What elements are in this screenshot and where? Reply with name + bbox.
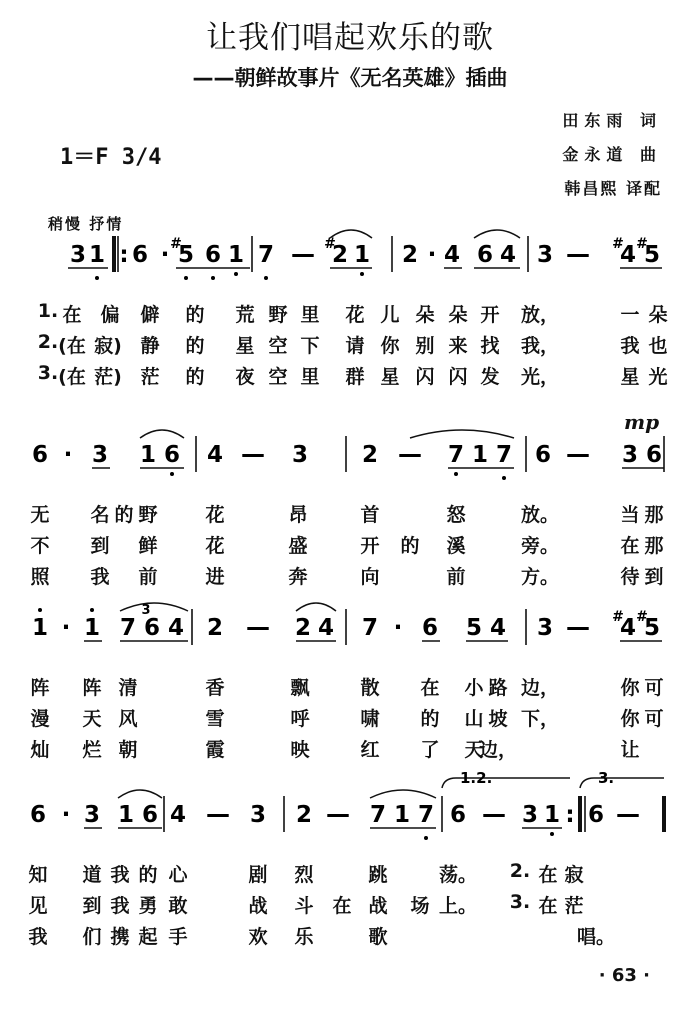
lyric-syllable: 旁。: [520, 535, 560, 557]
dash-sustain: —: [291, 240, 315, 268]
lyric-syllable: 心: [168, 864, 188, 886]
lyric-syllable: 无: [30, 504, 50, 526]
sharp-sign: #: [612, 609, 624, 625]
sharp-sign: #: [170, 236, 182, 252]
lyric-line-3-1: [0, 673, 700, 701]
lyric-syllable: 寂: [564, 864, 584, 886]
lyric-syllable: 敢: [168, 895, 188, 917]
lyric-line-2-1: [0, 500, 700, 528]
volta-label: 3.: [598, 769, 615, 787]
octave-dot: [95, 276, 99, 280]
lyric-syllable: 静: [140, 335, 160, 357]
note: :: [119, 242, 129, 268]
lyric-syllable: 茫: [140, 366, 160, 388]
lyric-syllable: 闪: [415, 366, 435, 388]
note: 6: [421, 615, 439, 641]
lyric-syllable: 知: [28, 864, 48, 886]
note: 4: [317, 615, 335, 641]
lyric-syllable: 我: [90, 566, 110, 588]
lyric-syllable: 的: [185, 335, 205, 357]
lyric-line-3-3: [0, 735, 700, 763]
lyric-syllable: 在: [538, 864, 558, 886]
note: 7: [417, 802, 435, 828]
note: 1: [393, 802, 411, 828]
lyric-syllable: 可: [644, 708, 664, 730]
lyric-syllable: 群: [345, 366, 365, 388]
notation-row-4: [0, 760, 700, 850]
lyric-syllable: 灿: [30, 739, 50, 761]
lyric-line-1-1: [0, 300, 700, 328]
lyric-syllable: 跳: [368, 864, 388, 886]
note: ·: [61, 615, 71, 641]
lyric-syllable: 歌: [368, 926, 388, 948]
slur: [330, 230, 372, 238]
lyric-syllable: 前: [446, 566, 466, 588]
lyric-syllable: 风: [118, 708, 138, 730]
note: 6: [163, 442, 181, 468]
lyric-syllable: 烂: [82, 739, 102, 761]
note: 3: [621, 442, 639, 468]
dash-sustain: —: [566, 613, 590, 641]
lyric-syllable: 在: [538, 895, 558, 917]
lyric-syllable: 坡: [488, 708, 508, 730]
lyric-syllable: 道: [82, 864, 102, 886]
lyric-syllable: 天: [82, 708, 102, 730]
note: 4: [167, 615, 185, 641]
lyric-syllable: 乐: [294, 926, 314, 948]
note: 6: [31, 442, 49, 468]
lyric-line-2-2: [0, 531, 700, 559]
lyric-syllable: 上。: [438, 895, 478, 917]
lyric-syllable: 找: [480, 335, 500, 357]
lyric-syllable: 在: [62, 304, 82, 326]
note: ·: [61, 802, 71, 828]
lyric-syllable: 到: [644, 566, 664, 588]
lyric-syllable: 在: [620, 535, 640, 557]
lyric-syllable: 你: [620, 677, 640, 699]
key-label: 1＝F: [60, 145, 109, 170]
note: 4: [619, 242, 637, 268]
lyric-syllable: 奔: [288, 566, 308, 588]
octave-dot: [424, 836, 428, 840]
note: 6: [29, 802, 47, 828]
lyric-syllable: 携: [110, 926, 130, 948]
dash-sustain: —: [482, 800, 506, 828]
slur: [296, 603, 336, 611]
lyric-syllable: 名: [90, 504, 110, 526]
note: 1: [471, 442, 489, 468]
note: 2: [331, 242, 349, 268]
note: 4: [169, 802, 187, 828]
note: 6: [143, 615, 161, 641]
lyric-syllable: 那: [644, 504, 664, 526]
lyric-syllable: 下，: [520, 708, 560, 730]
dash-sustain: —: [398, 440, 422, 468]
lyric-syllable: 寂): [94, 335, 122, 357]
note: 2: [401, 242, 419, 268]
lyric-syllable: 星: [235, 335, 255, 357]
note: 1: [139, 442, 157, 468]
lyric-syllable: 我: [28, 926, 48, 948]
lyric-syllable: 散: [360, 677, 380, 699]
note: 1: [31, 615, 49, 641]
lyric-syllable: 花: [205, 504, 225, 526]
lyric-syllable: 到: [90, 535, 110, 557]
note: 4: [619, 615, 637, 641]
lyric-syllable: 欢: [248, 926, 268, 948]
note: 2: [361, 442, 379, 468]
note: 6: [131, 242, 149, 268]
octave-dot: [550, 832, 554, 836]
lyric-syllable: 场: [410, 895, 430, 917]
lyric-syllable: 朝: [118, 739, 138, 761]
note: 7: [495, 442, 513, 468]
note: 4: [443, 242, 461, 268]
lyric-syllable: 勇: [138, 895, 158, 917]
lyric-syllable: 放。: [520, 504, 560, 526]
lyric-line-4-3: [0, 922, 700, 950]
octave-dot: [211, 276, 215, 280]
lyric-syllable: 的: [400, 535, 420, 557]
lyric-syllable: 鲜: [138, 535, 158, 557]
lyric-syllable: 3.: [509, 891, 531, 913]
note: ·: [63, 442, 73, 468]
lyric-syllable: 里: [300, 366, 320, 388]
note: 2: [206, 615, 224, 641]
lyric-syllable: 到: [82, 895, 102, 917]
lyric-syllable: 待: [620, 566, 640, 588]
note: 6: [645, 442, 663, 468]
lyric-syllable: 方。: [520, 566, 560, 588]
lyric-syllable: 也: [648, 335, 668, 357]
lyric-syllable: 下: [300, 335, 320, 357]
note: 5: [643, 242, 661, 268]
dash-sustain: —: [206, 800, 230, 828]
note: 3: [249, 802, 267, 828]
note: 6: [476, 242, 494, 268]
lyric-syllable: 剧: [248, 864, 268, 886]
lyric-syllable: 漫: [30, 708, 50, 730]
lyric-syllable: 阵: [82, 677, 102, 699]
lyric-syllable: 可: [644, 677, 664, 699]
lyric-syllable: 朵: [648, 304, 668, 326]
lyric-syllable: 小: [464, 677, 484, 699]
lyric-syllable: 的: [420, 708, 440, 730]
octave-dot: [90, 608, 94, 612]
note: 1: [543, 802, 561, 828]
composer-credit: 金永道 曲: [562, 145, 662, 164]
lyric-syllable: 别: [415, 335, 435, 357]
lyric-line-4-1: [0, 860, 700, 888]
dynamic-marking: mp: [624, 410, 660, 434]
note: 5: [177, 242, 195, 268]
note: 2: [295, 802, 313, 828]
dash-sustain: —: [326, 800, 350, 828]
note: ·: [160, 242, 170, 268]
octave-dot: [38, 608, 42, 612]
lyric-syllable: 开: [480, 304, 500, 326]
sharp-sign: #: [636, 236, 648, 252]
note: 3: [536, 242, 554, 268]
note: 1: [83, 615, 101, 641]
lyric-syllable: 不: [30, 535, 50, 557]
lyric-syllable: 星: [620, 366, 640, 388]
time-signature: 3/4: [121, 145, 162, 170]
note: :: [565, 802, 575, 828]
lyric-syllable: 溪: [446, 535, 466, 557]
lyric-syllable: 光，: [520, 366, 560, 388]
lyric-syllable: 我: [110, 864, 130, 886]
lyric-syllable: 请: [345, 335, 365, 357]
lyric-syllable: 呼: [290, 708, 310, 730]
note: 1: [88, 242, 106, 268]
lyric-syllable: 野: [268, 304, 288, 326]
lyric-syllable: 的: [138, 864, 158, 886]
note: 5: [643, 615, 661, 641]
lyric-syllable: 烈: [294, 864, 314, 886]
translator-credit: 韩昌熙 译配: [564, 179, 662, 198]
lyric-syllable: 偏: [100, 304, 120, 326]
lyric-syllable: (在: [58, 335, 86, 357]
notation-row-3: [0, 573, 700, 663]
note: ·: [393, 615, 403, 641]
octave-dot: [454, 472, 458, 476]
lyric-syllable: 向: [360, 566, 380, 588]
note: 3: [83, 802, 101, 828]
note: 1: [353, 242, 371, 268]
lyric-syllable: 朵: [448, 304, 468, 326]
lyric-syllable: 的: [185, 366, 205, 388]
dash-sustain: —: [616, 800, 640, 828]
note: 3: [536, 615, 554, 641]
note: 2: [294, 615, 312, 641]
slur: [140, 430, 184, 438]
octave-dot: [360, 272, 364, 276]
sharp-sign: #: [612, 236, 624, 252]
dash-sustain: —: [566, 240, 590, 268]
lyric-syllable: 我: [620, 335, 640, 357]
note: 7: [369, 802, 387, 828]
lyric-syllable: 前: [138, 566, 158, 588]
slur: [474, 230, 520, 238]
key-signature: [60, 140, 162, 171]
lyric-syllable: 盛: [288, 535, 308, 557]
lyric-syllable: (在: [58, 366, 86, 388]
note: 5: [465, 615, 483, 641]
lyric-syllable: 战: [368, 895, 388, 917]
note: 3: [91, 442, 109, 468]
slur: [370, 790, 436, 798]
lyric-syllable: 来: [448, 335, 468, 357]
lyric-syllable: 星: [380, 366, 400, 388]
lyric-syllable: 花: [205, 535, 225, 557]
volta-bracket: [580, 778, 664, 788]
sharp-sign: #: [324, 236, 336, 252]
lyric-syllable: 红: [360, 739, 380, 761]
lyric-syllable: 见: [28, 895, 48, 917]
lyric-syllable: 昂: [288, 504, 308, 526]
lyric-syllable: 光: [648, 366, 668, 388]
note: 6: [534, 442, 552, 468]
lyric-syllable: 空: [268, 335, 288, 357]
lyric-syllable: 儿: [380, 304, 400, 326]
lyric-syllable: 清: [118, 677, 138, 699]
lyric-syllable: 我，: [520, 335, 560, 357]
lyric-syllable: 花: [345, 304, 365, 326]
note: 7: [447, 442, 465, 468]
dash-sustain: —: [241, 440, 265, 468]
lyric-syllable: 朵: [415, 304, 435, 326]
notation-row-2: [0, 400, 700, 490]
lyric-syllable: 啸: [360, 708, 380, 730]
lyric-syllable: 一: [620, 304, 640, 326]
page-number: · 63 ·: [598, 965, 650, 986]
lyric-syllable: 闪: [448, 366, 468, 388]
note: ·: [427, 242, 437, 268]
lyric-syllable: 你: [620, 708, 640, 730]
lyric-line-1-2: [0, 331, 700, 359]
note: 7: [361, 615, 379, 641]
lyric-syllable: 在: [420, 677, 440, 699]
dash-sustain: —: [566, 440, 590, 468]
lyric-syllable: 阵: [30, 677, 50, 699]
lyric-syllable: 茫: [564, 895, 584, 917]
octave-dot: [502, 476, 506, 480]
lyric-syllable: 边，: [520, 677, 560, 699]
lyric-syllable: 的: [185, 304, 205, 326]
note: 3: [521, 802, 539, 828]
lyric-syllable: 当: [620, 504, 640, 526]
lyric-syllable: 野: [138, 504, 158, 526]
lyric-syllable: 进: [205, 566, 225, 588]
octave-dot: [234, 272, 238, 276]
lyric-syllable: 怒: [446, 504, 466, 526]
notation-row-1: [0, 200, 700, 290]
sharp-sign: #: [636, 609, 648, 625]
lyric-syllable: 你: [380, 335, 400, 357]
lyric-syllable: 唱。: [576, 926, 616, 948]
lyric-syllable: 霞: [205, 739, 225, 761]
note: 4: [499, 242, 517, 268]
note: 6: [204, 242, 222, 268]
lyric-syllable: 路: [488, 677, 508, 699]
tempo-marking: 稍慢 抒情: [48, 215, 124, 233]
lyric-syllable: 茫): [94, 366, 122, 388]
lyric-syllable: 我: [110, 895, 130, 917]
lyric-syllable: 手: [168, 926, 188, 948]
lyric-line-1-3: [0, 362, 700, 390]
note: 3: [69, 242, 87, 268]
lyric-syllable: 山: [464, 708, 484, 730]
note: 1: [117, 802, 135, 828]
slur: [410, 430, 514, 438]
slur: [120, 603, 188, 611]
song-subtitle: ——朝鲜故事片《无名英雄》插曲: [192, 66, 508, 90]
lyric-syllable: 起: [138, 926, 158, 948]
lyric-syllable: 雪: [205, 708, 225, 730]
lyric-syllable: 开: [360, 535, 380, 557]
lyric-line-3-2: [0, 704, 700, 732]
lyric-syllable: 们: [82, 926, 102, 948]
note: 7: [119, 615, 137, 641]
lyric-syllable: 3.: [37, 362, 59, 384]
lyric-syllable: 1.: [37, 300, 59, 322]
note: 4: [489, 615, 507, 641]
lyric-syllable: 了: [420, 739, 440, 761]
lyric-syllable: 2.: [509, 860, 531, 882]
lyric-syllable: 那: [644, 535, 664, 557]
slur: [118, 790, 162, 798]
lyric-syllable: 的: [114, 504, 134, 526]
dash-sustain: —: [246, 613, 270, 641]
lyric-syllable: 在: [332, 895, 352, 917]
lyricist-credit: 田东雨 词: [562, 111, 662, 130]
octave-dot: [170, 472, 174, 476]
lyric-syllable: 夜: [235, 366, 255, 388]
lyric-line-4-2: [0, 891, 700, 919]
lyric-syllable: 边，: [478, 739, 518, 761]
note: 6: [449, 802, 467, 828]
lyric-syllable: 照: [30, 566, 50, 588]
lyric-syllable: 放，: [520, 304, 560, 326]
lyric-syllable: 战: [248, 895, 268, 917]
note: 7: [257, 242, 275, 268]
octave-dot: [184, 276, 188, 280]
lyric-syllable: 空: [268, 366, 288, 388]
lyric-syllable: 让: [620, 739, 640, 761]
lyric-syllable: 斗: [294, 895, 314, 917]
lyric-syllable: 首: [360, 504, 380, 526]
note: 3: [291, 442, 309, 468]
note: 6: [141, 802, 159, 828]
lyric-syllable: 发: [480, 366, 500, 388]
note: 1: [227, 242, 245, 268]
triplet-mark: 3: [141, 603, 151, 618]
lyric-syllable: 荒: [235, 304, 255, 326]
lyric-syllable: 荡。: [438, 864, 478, 886]
note: 4: [206, 442, 224, 468]
volta-label: 1.2.: [460, 769, 493, 787]
lyric-syllable: 2.: [37, 331, 59, 353]
lyric-syllable: 映: [290, 739, 310, 761]
note: 6: [587, 802, 605, 828]
lyric-syllable: 天: [464, 739, 484, 761]
lyric-syllable: 飘: [290, 677, 310, 699]
lyric-syllable: 香: [205, 677, 225, 699]
lyric-syllable: 里: [300, 304, 320, 326]
octave-dot: [264, 276, 268, 280]
lyric-syllable: 僻: [140, 304, 160, 326]
song-title: 让我们唱起欢乐的歌: [206, 20, 494, 56]
